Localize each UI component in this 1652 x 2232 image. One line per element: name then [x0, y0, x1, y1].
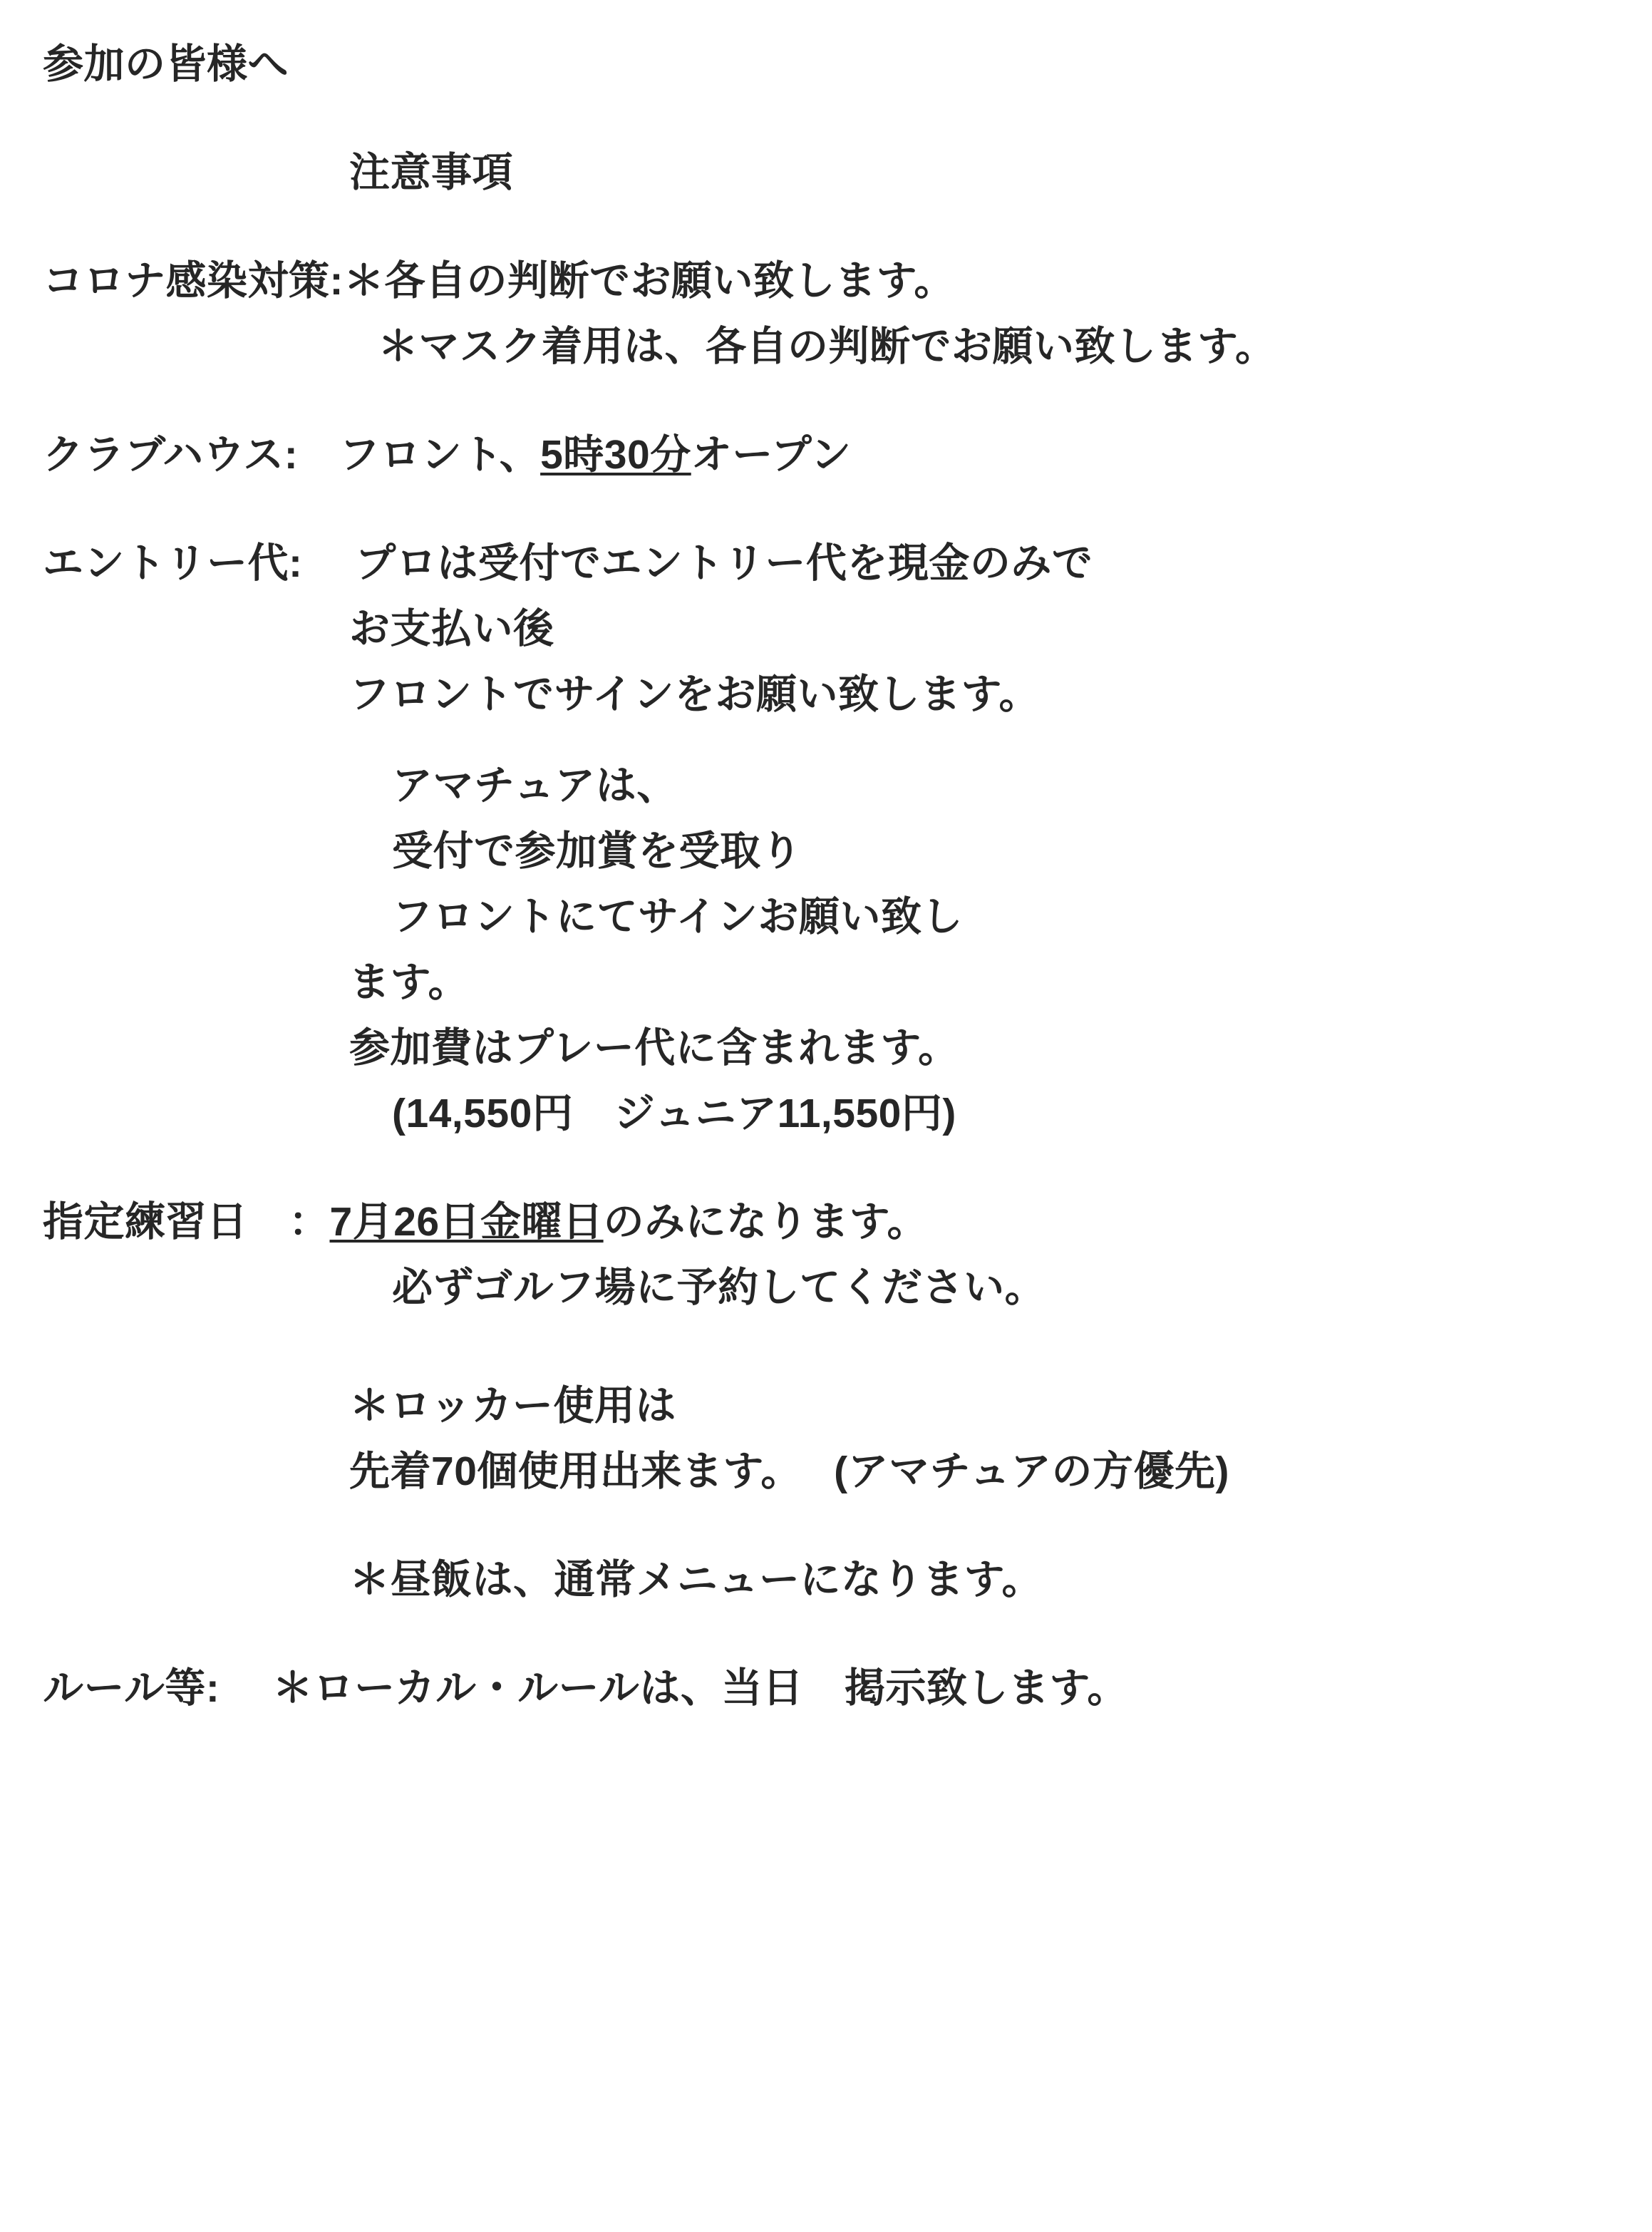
entry-line-5: 受付で参加賞を受取り — [392, 828, 802, 874]
section-clubhouse — [43, 422, 1609, 488]
entry-line-7: ます。 — [349, 960, 469, 1005]
entry-line-6: フロントにてサインお願い致し — [392, 894, 964, 940]
spacer — [43, 1146, 1609, 1189]
spacer — [43, 1504, 1609, 1547]
page-title: 参加の皆様へ — [43, 41, 289, 87]
entry-line-3: フロントでサインをお願い致します。 — [349, 672, 1040, 717]
entry-line-2: お支払い後 — [349, 606, 554, 652]
practice-date: 7月26日金曜日 — [329, 1199, 604, 1245]
section-entry-fee — [43, 530, 1609, 1146]
spacer — [43, 488, 1609, 530]
practice-line-2: 必ずゴルフ場に予約してください。 — [392, 1265, 1046, 1310]
practice-suffix: のみになります。 — [603, 1199, 929, 1245]
practice-line-1 — [43, 1189, 1609, 1255]
locker-line-2: 先着70個使用出来ます。 (アマチュアの方優先) — [349, 1449, 1229, 1494]
lunch-line-1: ＊昼飯は、通常メニューになります。 — [349, 1557, 1043, 1603]
spacer — [43, 727, 1609, 753]
clubhouse-open-suffix: オープン — [691, 432, 852, 478]
practice-label: 指定練習日 ： — [43, 1199, 330, 1245]
locker-line-1: ＊ロッカー使用は — [349, 1383, 676, 1429]
entry-line-8: 参加費はプレー代に含まれます。 — [349, 1025, 959, 1071]
section-rules — [43, 1655, 1609, 1721]
section-subtitle: 注意事項 — [349, 150, 513, 195]
clubhouse-label: クラブハウス: フロント、 — [43, 432, 541, 478]
section-corona — [43, 248, 1609, 379]
clubhouse-line-1 — [43, 422, 1609, 488]
section-lunch — [43, 1547, 1609, 1613]
entry-line-4: アマチュアは、 — [392, 763, 678, 808]
spacer — [43, 379, 1609, 422]
corona-line-2: ＊マスク着用は、各自の判断でお願い致します。 — [378, 324, 1276, 369]
entry-line-1: エントリー代: プロは受付でエントリー代を現金のみで — [43, 540, 1093, 586]
spacer — [43, 97, 1609, 140]
clubhouse-open-time: 5時30分 — [540, 432, 691, 478]
section-locker — [43, 1373, 1609, 1504]
entry-line-9: (14,550円 ジュニア11,550円) — [392, 1091, 956, 1136]
spacer — [43, 1613, 1609, 1655]
section-practice-day — [43, 1189, 1609, 1320]
spacer — [43, 205, 1609, 248]
spacer — [43, 1320, 1609, 1373]
corona-line-1: コロナ感染対策:＊各自の判断でお願い致します。 — [43, 258, 955, 304]
rules-line-1: ルール等: ＊ローカル・ルールは、当日 掲示致します。 — [43, 1665, 1128, 1711]
